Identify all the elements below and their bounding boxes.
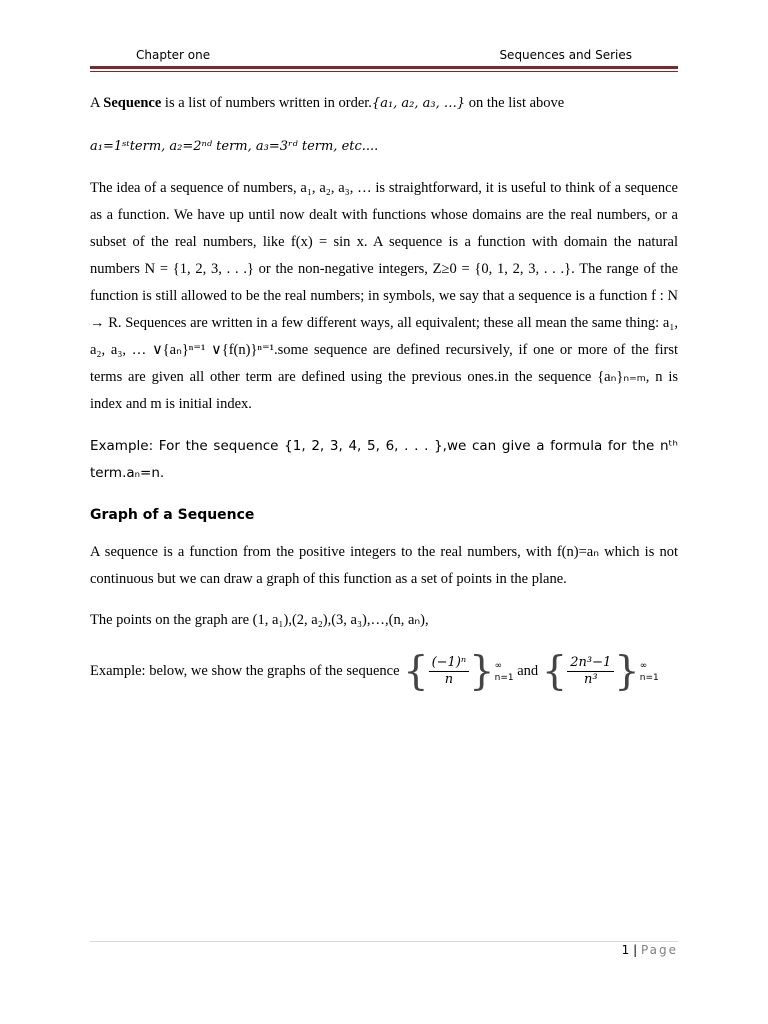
- page-footer: 1 | Page: [621, 943, 678, 957]
- fraction-cubic: $\frac{\text{2n³−1}}{\text{n³}}$: [567, 655, 614, 688]
- header-chapter: Chapter one: [136, 48, 211, 62]
- sequence-set: {a₁, a₂, a₃, …}: [371, 96, 466, 111]
- page-number: 1: [621, 943, 630, 957]
- term-sequence: Sequence: [103, 95, 162, 111]
- footer-rule: [90, 941, 678, 942]
- header-title: Sequences and Series: [499, 48, 632, 62]
- definition-paragraph: A Sequence is a list of numbers written in order.{a₁, a₂, a₃, …} on the list above: [90, 95, 565, 111]
- page-header: [90, 46, 678, 66]
- page-content: [90, 90, 678, 695]
- fraction-alternating: $\frac{\text{(−1)ⁿ}}{n}$: [429, 655, 470, 688]
- graph-paragraph: A sequence is a function from the positive integers to the real numbers, with f(n)=aₙ which is not continuous but we can draw a graph of this function as a set of points in the plane.: [90, 544, 678, 587]
- page-label: Page: [640, 943, 678, 957]
- terms-line: a₁=1ˢᵗterm, a₂=2ⁿᵈ term, a₃=3ʳᵈ term, etc....: [90, 139, 379, 154]
- idea-paragraph: The idea of a sequence of numbers, a₁, a₂, a₃, … is straightforward, it is useful to think of a sequence as a function. We have up until now dealt with functions whose domains are the real numbers, or a subset of the real numbers, like f(x) = sin x. A sequence is a function with domain the natural numbers N = {1, 2, 3, . . .} or the non-negative integers, Z≥0 = {0, 1, 2, 3, . . .}. The range of the function is still allowed to be the real numbers; in symbols, we say that a sequence is a function f : N → R. Sequences are written in a few different ways, all equivalent; these all mean the same thing: a₁, a₂, a₃, … ∨{aₙ}ⁿ⁼¹ ∨{f(n)}ⁿ⁼¹.some sequence are defined recursively, if one or more of the first terms are given all other term are defined using the previous ones.in the sequence {aₙ}ₙ₌ₘ, n is index and m is initial index.: [90, 180, 678, 412]
- example-nth-term: Example: For the sequence {1, 2, 3, 4, 5, 6, . . . },we can give a formula for the nᵗʰ term.aₙ=n.: [90, 438, 678, 481]
- graph-heading: Graph of a Sequence: [90, 507, 255, 523]
- header-rule-thick: [90, 66, 678, 69]
- header-rule-thin: [90, 71, 678, 72]
- points-line: The points on the graph are (1, a₁),(2, a₂),(3, a₃),…,(n, aₙ),: [90, 612, 429, 628]
- example-graphs: Example: below, we show the graphs of the sequence { $\frac{\text{(−1)ⁿ}}{n}$ } ∞ n=1 and { $\frac{\text{2n³−1}}{\text{n³}}$ } ∞ n=1: [90, 648, 659, 695]
